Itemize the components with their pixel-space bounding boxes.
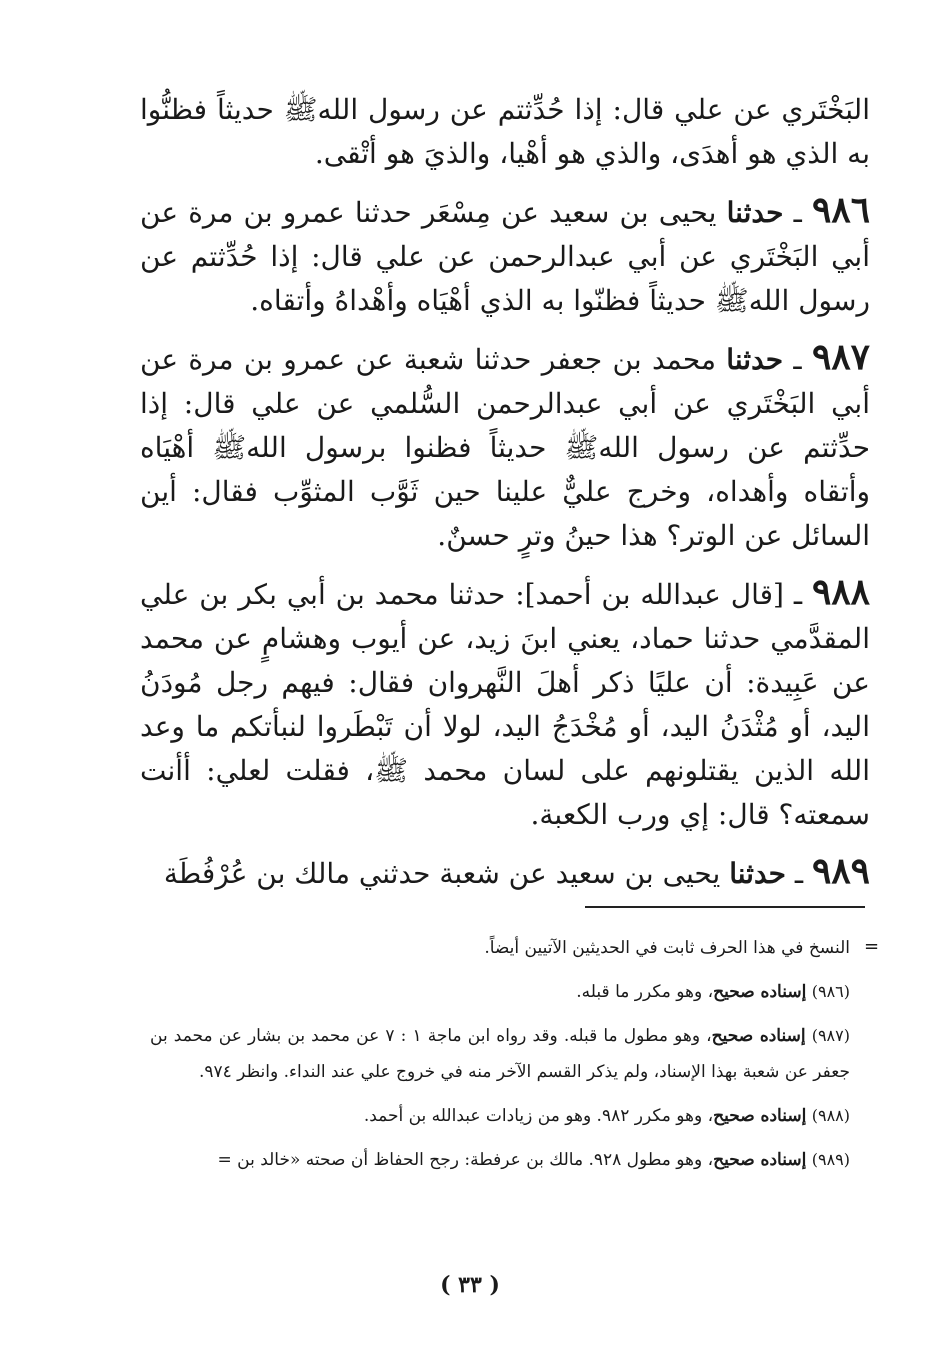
hadith-paragraph: ٩٨٨ ـ [قال عبدالله بن أحمد]: حدثنا محمد بن أبي بكر بن علي المقدَّمي حدثنا حماد، يعني ابنَ زيد، عن أيوب وهشامٍ عن محمد عن عَبِيدة: أن عليًا ذكر أهلَ النَّهروان فقال: فيهم رجل مُودَنُ اليد، أو مُثْدَنُ اليد، أو مُخْدَجُ اليد، لولا أن تَبْطَروا لنبأتكم ما وعد الله الذين يقتلونهم على لسان محمد ﷺ، فقلت لعلي: أأنت سمعته؟ قال: إي ورب الكعبة. — [140, 571, 870, 831]
footnote — [150, 1142, 850, 1178]
paragraph-text: يحيى بن سعيد عن شعبة حدثني مالك بن عُرْفُطَة — [163, 857, 721, 890]
footnote — [150, 1018, 850, 1090]
footnote-separator — [585, 906, 865, 908]
hadith-paragraph: ٩٨٧ ـ حدثنا محمد بن جعفر حدثنا شعبة عن عمرو بن مرة عن أبي البَخْتَري عن أبي عبدالرحمن السُّلمي عن علي قال: إذا حدِّثتم عن رسول اللهﷺ حديثاً فظنوا برسول اللهﷺ أهْيَاه وأتقاه وأهداه، وخرج عليٌّ علينا حين ثَوَّب المثوِّب فقال: أين السائل عن الوتر؟ هذا حينُ وترٍ حسنٌ. — [140, 336, 871, 552]
footnote-text: ، وهو مكرر ما قبله. — [576, 982, 714, 1002]
hadith-keyword: حدثنا — [729, 857, 786, 890]
footnote-grade: إسناده صحيح — [713, 1150, 807, 1170]
hadith-paragraph: ٩٨٩ ـ حدثنا يحيى بن سعيد عن شعبة حدثني مالك بن عُرْفُطَة — [163, 850, 870, 892]
hadith-number: ٩٨٨ — [811, 571, 870, 613]
main-text — [140, 88, 870, 908]
page-number: ( ٣٣ ) — [440, 1272, 500, 1298]
hadith-number: ٩٨٧ — [812, 336, 871, 378]
footnote — [150, 930, 850, 966]
paragraph-text: البَخْتَري عن علي قال: إذا حُدِّثتم عن رسول اللهﷺ حديثاً فظنُّوا به الذي هو أهدَى، والذي هو أهْيا، والذيَ هو أتْقى. — [140, 93, 870, 170]
hadith-paragraph: ٩٨٦ ـ حدثنا يحيى بن سعيد عن مِسْعَر حدثنا عمرو بن مرة عن أبي البَخْتَري عن أبي عبدالرحمن عن علي قال: إذا حُدِّثتم عن رسول اللهﷺ حديثاً فظنّوا به الذي أهْيَاه وأهْداهُ وأتقاه. — [140, 189, 871, 317]
footnote — [150, 974, 850, 1010]
footnote — [150, 1098, 850, 1134]
hadith-paragraph — [140, 88, 870, 176]
footnote-continuation-mark: = — [864, 936, 880, 957]
footnote-grade: إسناده صحيح — [711, 1026, 806, 1046]
paragraph-text: محمد بن جعفر حدثنا شعبة عن عمرو بن مرة عن أبي البَخْتَري عن أبي عبدالرحمن السُّلمي عن علي قال: إذا حدِّثتم عن رسول اللهﷺ حديثاً فظنوا برسول اللهﷺ أهْيَاه وأتقاه وأهداه، وخرج عليٌّ علينا حين ثَوَّب المثوِّب فقال: أين السائل عن الوتر؟ هذا حينُ وترٍ حسنٌ. — [140, 343, 870, 552]
paragraph-text: [قال عبدالله بن أحمد]: حدثنا محمد بن أبي بكر بن علي المقدَّمي حدثنا حماد، يعني ابنَ زيد، عن أيوب وهشامٍ عن محمد عن عَبِيدة: أن عليًا ذكر أهلَ النَّهروان فقال: فيهم رجل مُودَنُ اليد، أو مُثْدَنُ اليد، أو مُخْدَجُ اليد، لولا أن تَبْطَروا لنبأتكم ما وعد الله الذين يقتلونهم على لسان محمد ﷺ، فقلت لعلي: أأنت سمعته؟ قال: إي ورب الكعبة. — [140, 578, 870, 831]
footnote-grade: إسناده صحيح — [713, 1106, 807, 1126]
hadith-keyword: حدثنا — [726, 343, 784, 376]
footnote-ref: (٩٨٩) — [811, 1150, 850, 1169]
paragraph-text: يحيى بن سعيد عن مِسْعَر حدثنا عمرو بن مرة عن أبي البَخْتَري عن أبي عبدالرحمن عن علي قال: إذا حُدِّثتم عن رسول اللهﷺ حديثاً فظنّوا به الذي أهْيَاه وأهْداهُ وأتقاه. — [140, 196, 870, 317]
footnote-ref: (٩٨٦) — [811, 982, 850, 1001]
footnotes — [150, 930, 850, 1186]
hadith-keyword: حدثنا — [726, 196, 784, 229]
footnote-text: النسخ في هذا الحرف ثابت في الحديثين الآتيين أيضاً. — [484, 938, 850, 958]
footnote-grade: إسناده صحيح — [713, 982, 807, 1002]
footnote-text: ، وهو مكرر ٩٨٢. وهو من زيادات عبدالله بن أحمد. — [363, 1106, 714, 1126]
footnote-text: ، وهو مطول ما قبله. وقد رواه ابن ماجة ١ : ٧ عن محمد بن بشار عن محمد بن جعفر عن شعبة بهذا الإسناد، ولم يذكر القسم الآخر منه في خروج علي عند النداء. وانظر ٩٧٤. — [150, 1026, 850, 1082]
footnote-ref: (٩٨٨) — [811, 1106, 850, 1125]
hadith-number: ٩٨٩ — [811, 850, 870, 892]
footnote-text: ، وهو مطول ٩٢٨. مالك بن عرفطة: رجح الحفاظ أن صحته «خالد بن = — [217, 1150, 714, 1170]
hadith-number: ٩٨٦ — [812, 189, 871, 231]
footnote-ref: (٩٨٧) — [811, 1026, 850, 1045]
